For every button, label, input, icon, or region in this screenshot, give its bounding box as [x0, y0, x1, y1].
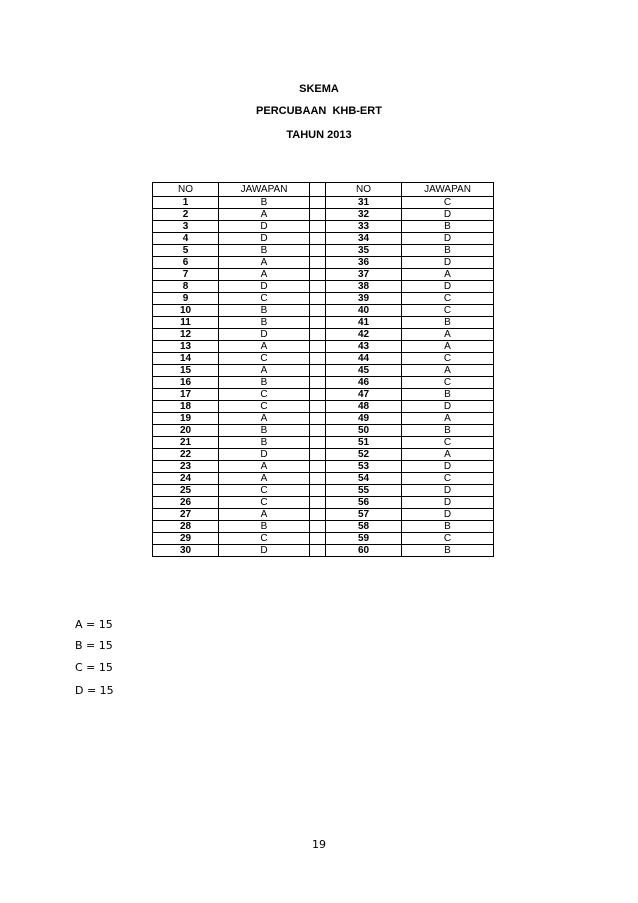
row-no-2: 43: [326, 341, 402, 353]
row-jawapan-2: A: [402, 365, 494, 377]
gap-cell: [310, 245, 326, 257]
row-no: 8: [153, 281, 219, 293]
gap-cell: [310, 521, 326, 533]
row-no: 10: [153, 305, 219, 317]
row-no-2: 60: [326, 545, 402, 557]
row-jawapan: A: [219, 473, 310, 485]
row-no-2: 50: [326, 425, 402, 437]
table-row: [153, 497, 494, 509]
row-no: 19: [153, 413, 219, 425]
table-row: [153, 521, 494, 533]
row-no: 15: [153, 365, 219, 377]
row-jawapan-2: B: [402, 317, 494, 329]
row-jawapan-2: A: [402, 329, 494, 341]
table-row: [153, 377, 494, 389]
gap-cell: [310, 509, 326, 521]
row-no: 23: [153, 461, 219, 473]
row-jawapan-2: D: [402, 257, 494, 269]
table-row: [153, 425, 494, 437]
gap-cell: [310, 365, 326, 377]
gap-cell: [310, 413, 326, 425]
row-no: 22: [153, 449, 219, 461]
row-no-2: 46: [326, 377, 402, 389]
row-no: 27: [153, 509, 219, 521]
table-row: [153, 365, 494, 377]
row-jawapan-2: A: [402, 413, 494, 425]
row-no-2: 45: [326, 365, 402, 377]
row-jawapan: C: [219, 353, 310, 365]
count-b: B = 15: [75, 639, 113, 652]
row-jawapan: A: [219, 365, 310, 377]
row-no: 4: [153, 233, 219, 245]
row-no: 16: [153, 377, 219, 389]
row-no: 18: [153, 401, 219, 413]
row-jawapan: B: [219, 437, 310, 449]
table-row: [153, 293, 494, 305]
row-jawapan-2: B: [402, 389, 494, 401]
gap-cell: [310, 401, 326, 413]
gap-cell: [310, 533, 326, 545]
row-jawapan: A: [219, 269, 310, 281]
row-no-2: 57: [326, 509, 402, 521]
row-no-2: 44: [326, 353, 402, 365]
row-no-2: 33: [326, 221, 402, 233]
table-row: [153, 257, 494, 269]
row-jawapan: B: [219, 197, 310, 209]
gap-cell: [310, 183, 326, 197]
table-row: [153, 209, 494, 221]
row-no-2: 32: [326, 209, 402, 221]
gap-cell: [310, 209, 326, 221]
row-no-2: 48: [326, 401, 402, 413]
row-no-2: 49: [326, 413, 402, 425]
header-jawapan: JAWAPAN: [219, 183, 310, 197]
row-jawapan-2: C: [402, 473, 494, 485]
row-jawapan-2: B: [402, 245, 494, 257]
row-jawapan-2: C: [402, 293, 494, 305]
row-jawapan-2: B: [402, 545, 494, 557]
row-no: 30: [153, 545, 219, 557]
row-jawapan: A: [219, 341, 310, 353]
row-jawapan: A: [219, 209, 310, 221]
gap-cell: [310, 545, 326, 557]
header-jawapan-2: JAWAPAN: [402, 183, 494, 197]
gap-cell: [310, 473, 326, 485]
row-jawapan-2: C: [402, 437, 494, 449]
table-row: [153, 473, 494, 485]
row-jawapan: C: [219, 293, 310, 305]
row-no-2: 37: [326, 269, 402, 281]
row-no-2: 41: [326, 317, 402, 329]
row-jawapan: C: [219, 389, 310, 401]
gap-cell: [310, 269, 326, 281]
table-row: [153, 281, 494, 293]
row-no-2: 47: [326, 389, 402, 401]
heading-exam-name: PERCUBAAN KHB-ERT: [256, 105, 382, 117]
row-jawapan: C: [219, 533, 310, 545]
count-c: C = 15: [75, 661, 113, 674]
table-row: [153, 233, 494, 245]
heading-year: TAHUN 2013: [286, 129, 352, 141]
gap-cell: [310, 293, 326, 305]
row-no: 9: [153, 293, 219, 305]
table-row: [153, 245, 494, 257]
row-jawapan-2: C: [402, 377, 494, 389]
header-no: NO: [153, 183, 219, 197]
row-no-2: 34: [326, 233, 402, 245]
row-jawapan-2: D: [402, 461, 494, 473]
row-jawapan-2: D: [402, 209, 494, 221]
row-jawapan: B: [219, 245, 310, 257]
gap-cell: [310, 485, 326, 497]
table-row: [153, 485, 494, 497]
header-no-2: NO: [326, 183, 402, 197]
table-row: [153, 341, 494, 353]
gap-cell: [310, 389, 326, 401]
row-no: 7: [153, 269, 219, 281]
count-d: D = 15: [75, 684, 114, 697]
gap-cell: [310, 257, 326, 269]
row-jawapan-2: C: [402, 353, 494, 365]
row-no: 2: [153, 209, 219, 221]
row-jawapan: D: [219, 221, 310, 233]
row-no-2: 31: [326, 197, 402, 209]
row-jawapan-2: C: [402, 197, 494, 209]
gap-cell: [310, 329, 326, 341]
count-a: A = 15: [75, 618, 113, 631]
row-jawapan-2: A: [402, 341, 494, 353]
table-row: [153, 329, 494, 341]
row-no: 17: [153, 389, 219, 401]
row-jawapan-2: D: [402, 281, 494, 293]
row-jawapan: D: [219, 329, 310, 341]
row-no: 11: [153, 317, 219, 329]
gap-cell: [310, 341, 326, 353]
row-no: 12: [153, 329, 219, 341]
row-jawapan-2: A: [402, 449, 494, 461]
row-jawapan: B: [219, 305, 310, 317]
page-number: 19: [312, 838, 326, 851]
row-no-2: 40: [326, 305, 402, 317]
row-no: 28: [153, 521, 219, 533]
row-no: 29: [153, 533, 219, 545]
table-row: [153, 545, 494, 557]
gap-cell: [310, 281, 326, 293]
gap-cell: [310, 197, 326, 209]
gap-cell: [310, 449, 326, 461]
gap-cell: [310, 461, 326, 473]
row-jawapan-2: D: [402, 485, 494, 497]
table-row: [153, 533, 494, 545]
row-no: 1: [153, 197, 219, 209]
row-no-2: 55: [326, 485, 402, 497]
row-jawapan: C: [219, 485, 310, 497]
row-no-2: 38: [326, 281, 402, 293]
gap-cell: [310, 305, 326, 317]
row-jawapan: B: [219, 377, 310, 389]
row-no: 5: [153, 245, 219, 257]
row-no: 20: [153, 425, 219, 437]
table-row: [153, 197, 494, 209]
row-jawapan: B: [219, 425, 310, 437]
row-no-2: 35: [326, 245, 402, 257]
row-jawapan-2: B: [402, 425, 494, 437]
row-no-2: 51: [326, 437, 402, 449]
row-no: 24: [153, 473, 219, 485]
row-jawapan-2: B: [402, 521, 494, 533]
row-jawapan: A: [219, 461, 310, 473]
row-jawapan-2: D: [402, 509, 494, 521]
table-row: [153, 437, 494, 449]
row-no: 3: [153, 221, 219, 233]
table-row: [153, 449, 494, 461]
row-jawapan-2: D: [402, 233, 494, 245]
row-jawapan-2: C: [402, 305, 494, 317]
heading-skema: SKEMA: [299, 83, 339, 95]
table-header-row: [153, 183, 494, 197]
row-jawapan: D: [219, 281, 310, 293]
row-jawapan-2: B: [402, 221, 494, 233]
gap-cell: [310, 497, 326, 509]
row-no-2: 53: [326, 461, 402, 473]
table-row: [153, 269, 494, 281]
row-jawapan-2: A: [402, 269, 494, 281]
table-row: [153, 353, 494, 365]
row-no: 14: [153, 353, 219, 365]
table-row: [153, 221, 494, 233]
gap-cell: [310, 221, 326, 233]
row-no-2: 36: [326, 257, 402, 269]
row-jawapan: B: [219, 521, 310, 533]
row-no-2: 56: [326, 497, 402, 509]
gap-cell: [310, 317, 326, 329]
gap-cell: [310, 233, 326, 245]
row-no: 21: [153, 437, 219, 449]
row-no-2: 42: [326, 329, 402, 341]
table-row: [153, 413, 494, 425]
table-row: [153, 461, 494, 473]
row-jawapan: B: [219, 317, 310, 329]
row-jawapan: C: [219, 401, 310, 413]
row-no-2: 39: [326, 293, 402, 305]
row-jawapan: A: [219, 509, 310, 521]
gap-cell: [310, 437, 326, 449]
gap-cell: [310, 425, 326, 437]
row-no: 6: [153, 257, 219, 269]
table-row: [153, 401, 494, 413]
row-jawapan-2: D: [402, 497, 494, 509]
row-no: 26: [153, 497, 219, 509]
row-jawapan-2: D: [402, 401, 494, 413]
table-row: [153, 389, 494, 401]
row-no-2: 54: [326, 473, 402, 485]
row-jawapan: C: [219, 497, 310, 509]
row-jawapan: D: [219, 233, 310, 245]
row-no: 25: [153, 485, 219, 497]
table-row: [153, 509, 494, 521]
row-jawapan: D: [219, 545, 310, 557]
row-no-2: 58: [326, 521, 402, 533]
table-row: [153, 317, 494, 329]
row-jawapan: A: [219, 413, 310, 425]
gap-cell: [310, 377, 326, 389]
answer-table: [152, 182, 494, 557]
gap-cell: [310, 353, 326, 365]
row-jawapan-2: C: [402, 533, 494, 545]
table-row: [153, 305, 494, 317]
row-no: 13: [153, 341, 219, 353]
row-jawapan: D: [219, 449, 310, 461]
row-jawapan: A: [219, 257, 310, 269]
row-no-2: 59: [326, 533, 402, 545]
row-no-2: 52: [326, 449, 402, 461]
